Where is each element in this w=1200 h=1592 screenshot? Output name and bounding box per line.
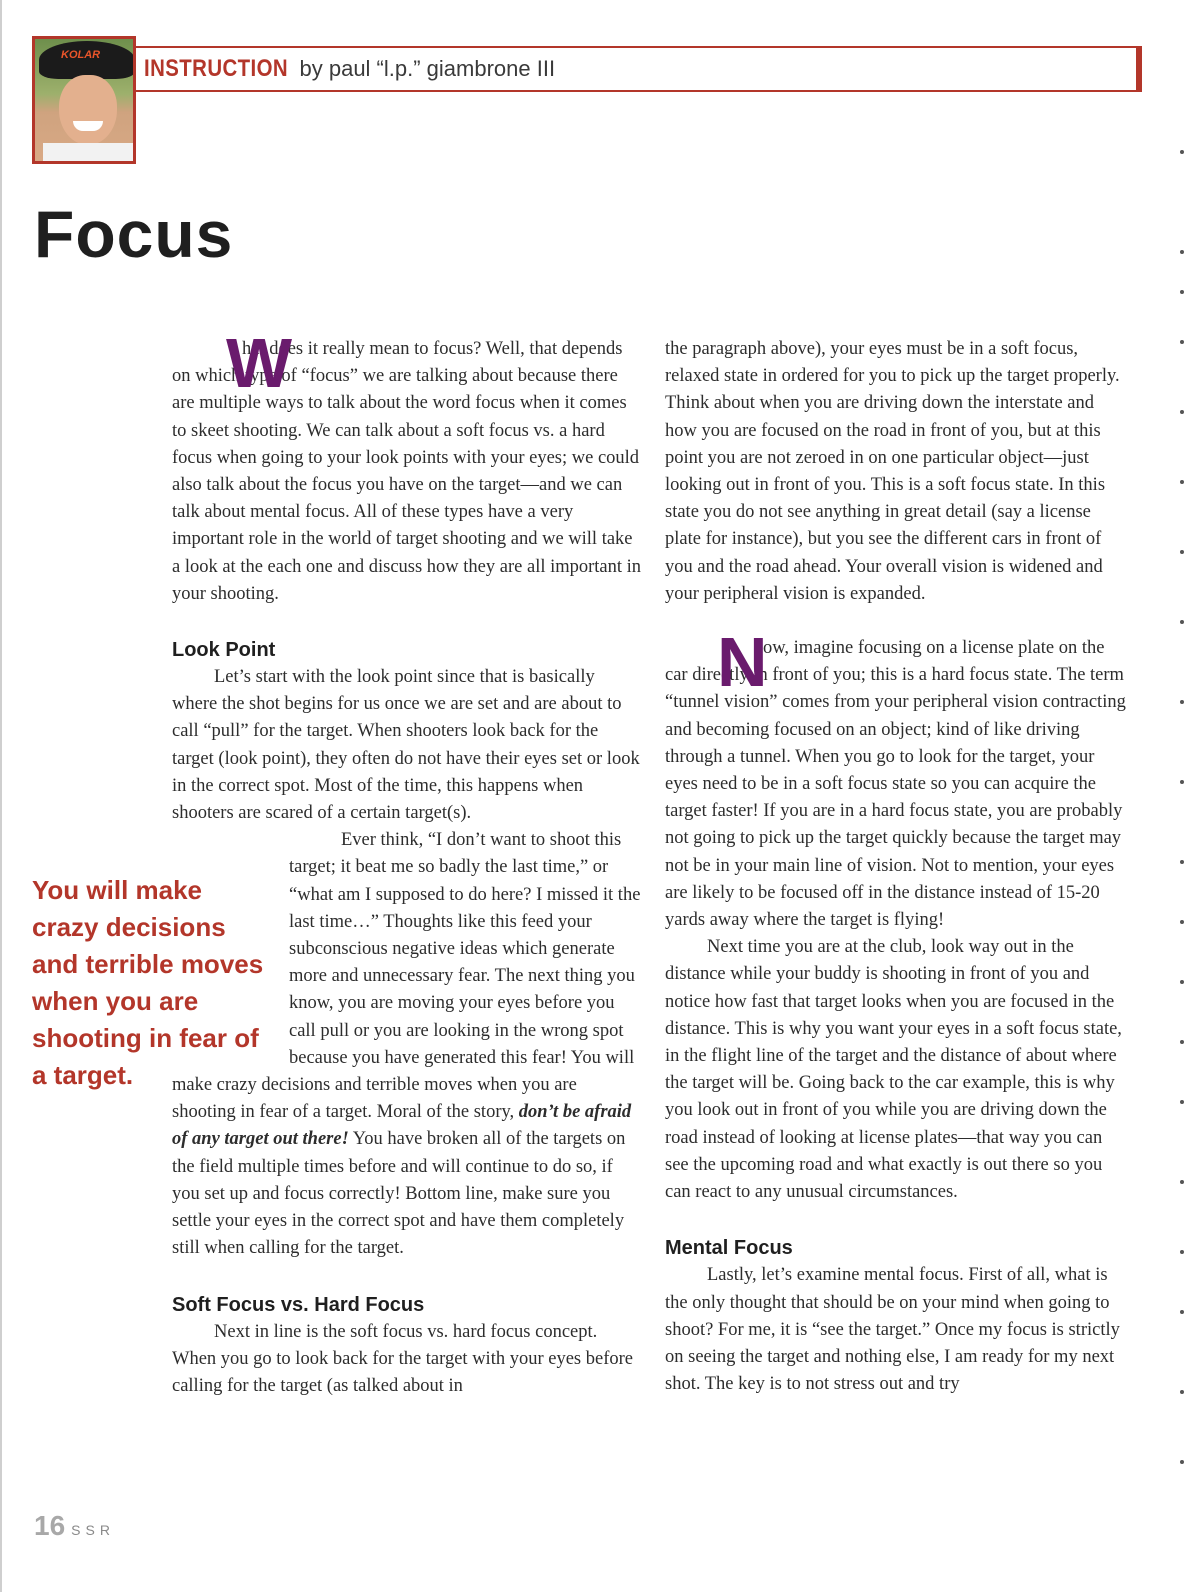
look-point-text-b: You have broken all of the targets on the field multiple times before and will continue to do so, if you set up and focus correctly! Bottom line, make sure you settle your eyes in the correct spot and have them completely still when calling for the target.	[172, 1129, 626, 1259]
mental-focus-paragraph-1: Lastly, let’s examine mental focus. First of all, what is the only thought that should be on your mind when going to shoot? For me, it is “see the target.” Once my focus is strictly on seeing the target and nothing else, I am ready for my next shot. The key is to not stress out and try	[665, 1265, 1120, 1395]
intro-paragraph	[172, 324, 642, 608]
hard-focus-paragraph	[665, 623, 1127, 934]
page-number: 16	[34, 1510, 66, 1541]
left-column	[172, 324, 642, 1400]
intro-text: hat does it really mean to focus? Well, that depends on which type of “focus” we are talking about because there are multiple ways to talk about the word focus when it comes to skeet shooting. We can talk about a soft focus vs. a hard focus when going to your look points with your eyes; we could also talk about the focus you have on the target—and we can talk about mental focus. All of these types have a very important role in the world of target shooting and we will take a look at the each one and discuss how they are all important in your shooting.	[172, 339, 642, 604]
right-column	[665, 336, 1127, 1398]
scan-edge-marks	[1180, 140, 1188, 1480]
heading-look-point: Look Point	[172, 639, 276, 662]
dropcap-w: W	[226, 324, 293, 402]
section-kicker: INSTRUCTION	[144, 55, 289, 82]
pull-quote: You will make crazy decisions and terrible moves when you are shooting in fear of a target.	[32, 875, 264, 1090]
shirt-graphic	[43, 143, 135, 164]
article-title: Focus	[34, 197, 234, 271]
soft-focus-continued: the paragraph above), your eyes must be in a soft focus, relaxed state in ordered for you to pick up the target properly. Think about when you are driving down the interstate and how you are focused on the road in front of you, but at this point you are not zeroed in on one particular object—just looking out in front of you. This is a soft focus state. In this state you do not see anything in great detail (say a license plate for instance), but you see the different cars in front of you and the road ahead. Your overall vision is widened and your peripheral vision is expanded.	[665, 339, 1120, 604]
page-folio	[34, 1510, 115, 1542]
look-point-emphasis: don’t be afraid of any target out there!	[172, 1102, 632, 1150]
cap-logo: KOLAR	[61, 49, 101, 61]
author-byline: by paul “l.p.” giambrone III	[299, 56, 556, 81]
heading-mental-focus: Mental Focus	[665, 1237, 793, 1260]
magazine-name: SSR	[71, 1522, 115, 1538]
look-point-paragraph-1: Let’s start with the look point since that is basically where the shot begins for us once we are set and are about to call “pull” for the target. When shooters look back for the target (look point), they often do not have their eyes set or look in the correct spot. Most of the time, this happens when shooters are scared of a certain target(s).	[172, 667, 640, 824]
face-graphic	[59, 75, 117, 145]
author-photo	[32, 36, 136, 164]
section-header	[136, 46, 1142, 92]
look-point-text-a-content: Ever think, “I don’t want to shoot this target; it beat me so badly the last time,” or “what am I supposed to do here? I missed it the last time…” Thoughts like this feed your subconscious negative ideas which generate more and unnecessary fear. The next thing you know, you are moving your eyes before you call pull or you are looking in the wrong spot because you have generated this fear! You will make crazy decisions and terrible moves when you are shooting in fear of a target. Moral of the story,	[172, 830, 641, 1123]
dropcap-n: N	[717, 623, 768, 702]
soft-hard-paragraph-1: Next in line is the soft focus vs. hard focus concept. When you go to look back for the target with your eyes before calling for the target (as talked about in	[172, 1321, 633, 1396]
club-paragraph: Next time you are at the club, look way out in the distance while your buddy is shooting in front of you and notice how fast that target looks when you are focused in the distance. This is why you want your eyes in a soft focus state, in the flight line of the target and the distance of about where the target will be. Going back to the car example, this is why you look out in front of you while you are driving down the road instead of looking at license plates—that way you can see the upcoming road and what exactly is out there so you can react to any unusual circumstances.	[665, 937, 1122, 1203]
hard-focus-text: ow, imagine focusing on a license plate on the car directly in front of you; this is a hard focus state. The term “tunnel vision” comes from your peripheral vision contracting and becoming focused on an object; kind of like driving through a tunnel. When you go to look for the target, your eyes need to be in a soft focus state so you can acquire the target faster! If you are in a hard focus state, you are probably not going to pick up the target quickly because the target may not be in your main line of vision. Not to mention, your eyes are likely to be focused off in the distance instead of 15-20 yards away where the target is flying!	[665, 638, 1126, 931]
page-edge-rule	[0, 0, 2, 1592]
heading-soft-hard: Soft Focus vs. Hard Focus	[172, 1293, 425, 1316]
